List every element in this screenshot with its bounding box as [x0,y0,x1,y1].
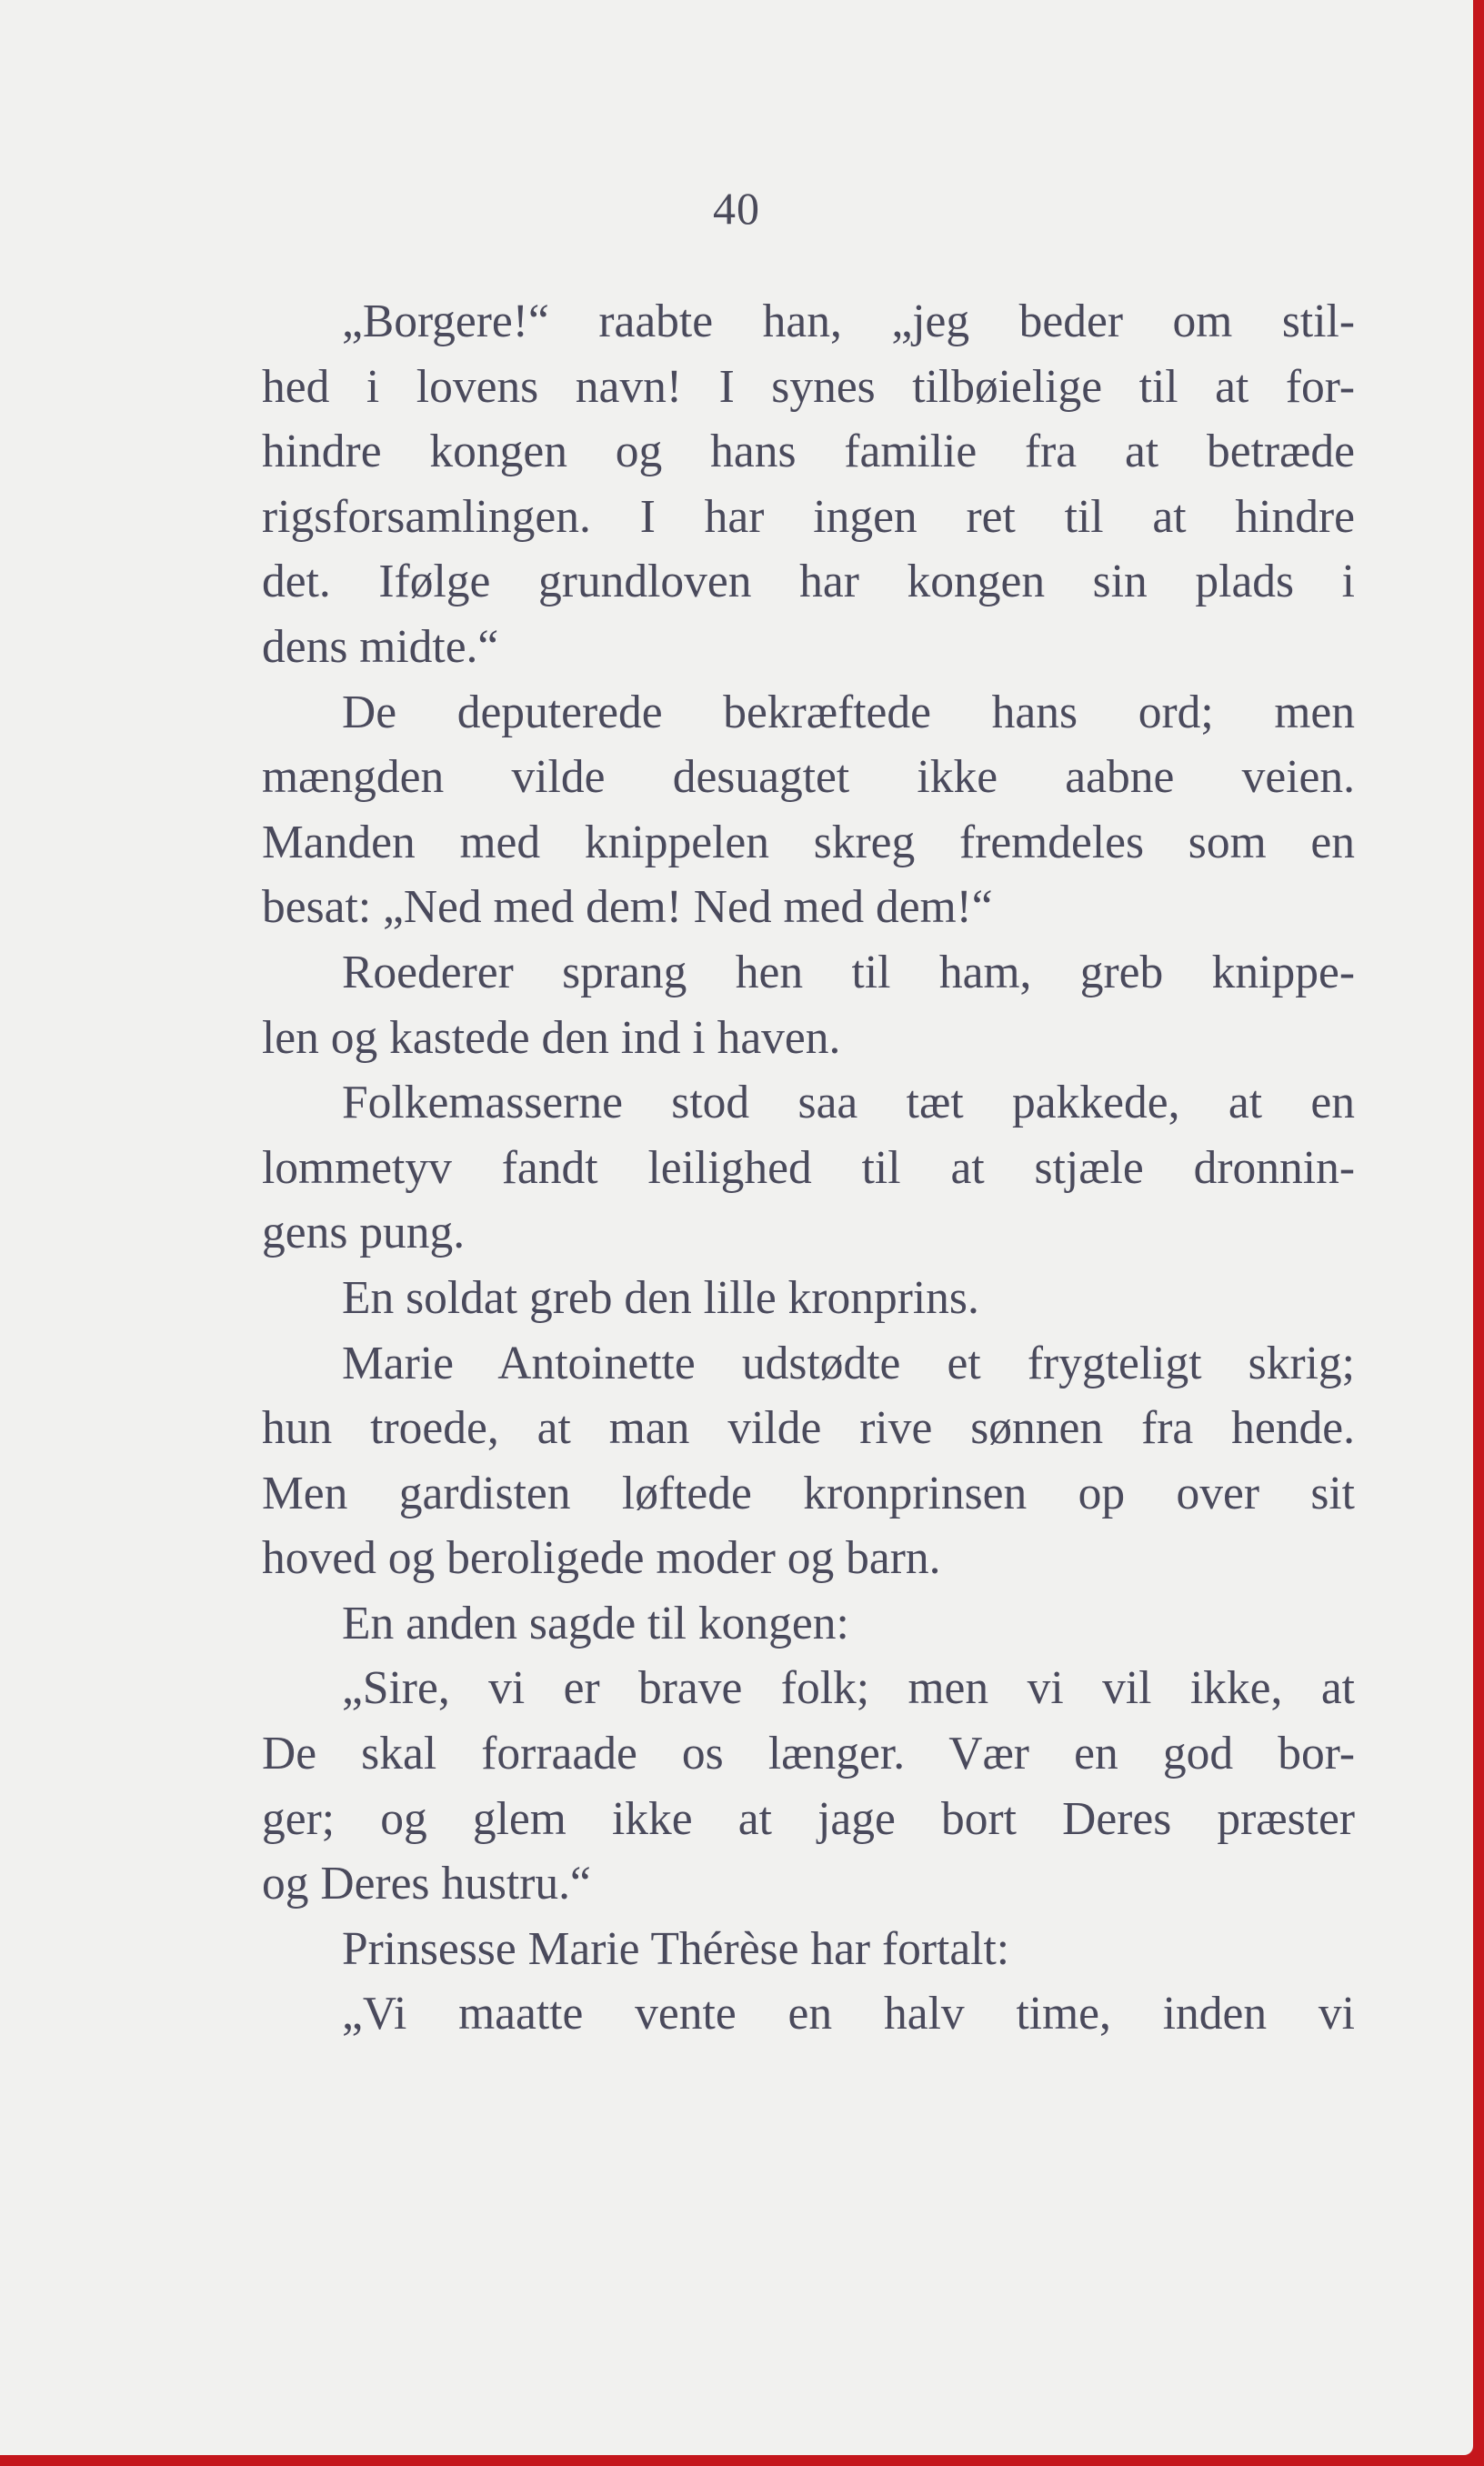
text-line: hoved og beroligede moder og barn. [262,1532,941,1585]
text-line: hindre kongen og hans familie fra at betræde [262,426,1355,478]
text-line: det. Ifølge grundloven har kongen sin plads i [262,556,1355,608]
text-line: Manden med knippelen skreg fremdeles som en [262,816,1355,868]
text-line: „Vi maatte vente en halv time, inden vi [342,1988,1355,2040]
text-line: Men gardisten løftede kronprinsen op over sit [262,1467,1355,1519]
text-line: En anden sagde til kongen: [342,1597,849,1649]
text-line: besat: „Ned med dem! Ned med dem!“ [262,881,993,934]
text-line: ger; og glem ikke at jage bort Deres præster [262,1792,1355,1845]
text-line: De deputerede bekræftede hans ord; men [342,686,1355,738]
text-line: hed i lovens navn! I synes tilbøielige til at for- [262,360,1355,413]
text-line: En soldat greb den lille kronprins. [342,1271,979,1324]
text-line: De skal forraade os længer. Vær en god bor- [262,1728,1355,1780]
text-line: Prinsesse Marie Thérèse har fortalt: [342,1922,1010,1975]
text-line: dens midte.“ [262,620,499,673]
text-line: gens pung. [262,1207,466,1259]
text-line: „Sire, vi er brave folk; men vi vil ikke, at [342,1662,1355,1715]
text-line: len og kastede den ind i haven. [262,1011,841,1064]
text-line: mængden vilde desuagtet ikke aabne veien. [262,751,1355,804]
text-line: rigsforsamlingen. I har ingen ret til at hindre [262,490,1355,543]
text-line: Roederer sprang hen til ham, greb knippe- [342,946,1355,998]
page-number: 40 [713,183,760,234]
text-line: „Borgere!“ raabte han, „jeg beder om stil- [342,296,1355,347]
body-text [262,289,1355,2047]
text-line: og Deres hustru.“ [262,1858,591,1910]
text-line: hun troede, at man vilde rive sønnen fra hende. [262,1402,1355,1455]
text-line: Marie Antoinette udstødte et frygteligt skrig; [342,1337,1355,1389]
text-line: Folkemasserne stod saa tæt pakkede, at en [342,1077,1355,1129]
text-line: lommetyv fandt leilighed til at stjæle dronnin- [262,1141,1355,1194]
